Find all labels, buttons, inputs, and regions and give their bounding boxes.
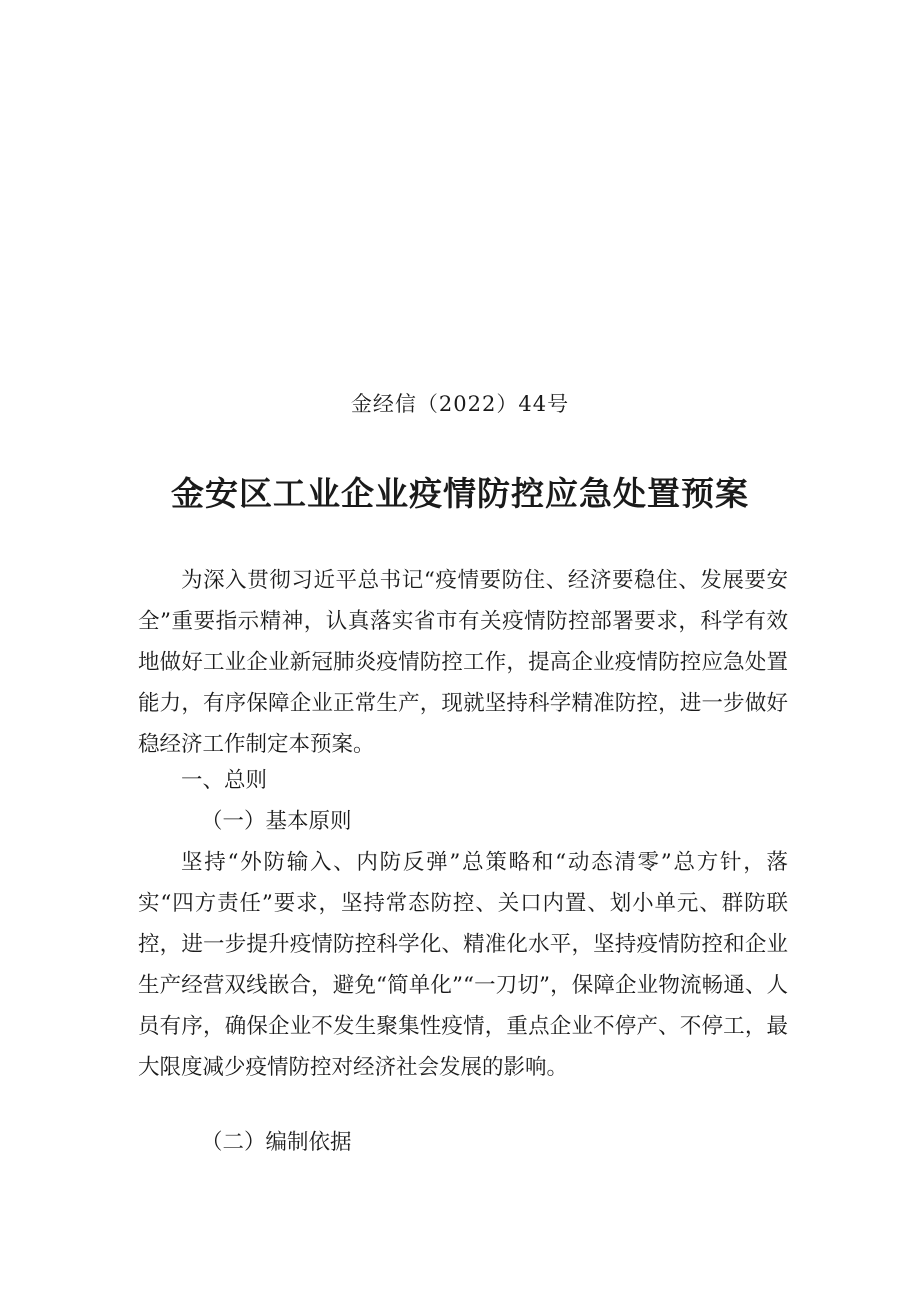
document-title: 金安区工业企业疫情防控应急处置预案 xyxy=(171,474,749,513)
basic-principles-paragraph: 坚持“外防输入、内防反弹”总策略和“动态清零”总方针，落实“四方责任”要求，坚持常态防控、关口内置、划小单元、群防联控，进一步提升疫情防控科学化、精准化水平，坚持疫情防控和企业生产经营双线嵌合，避免“简单化”“一刀切”，保障企业物流畅通、人员有序，确保企业不发生聚集性疫情，重点企业不停产、不停工，最大限度减少疫情防控对经济社会发展的影响。 xyxy=(138,850,788,1080)
section-heading-general: 一、总则 xyxy=(181,768,268,793)
subsection-heading-basis: （二）编制依据 xyxy=(201,1130,352,1155)
subsection-heading-basic-principles: （一）基本原则 xyxy=(201,809,352,834)
document-number: 金经信（2022）44号 xyxy=(350,392,570,416)
intro-paragraph: 为深入贯彻习近平总书记“疫情要防住、经济要稳住、发展要安全”重要指示精神，认真落实省市有关疫情防控部署要求，科学有效地做好工业企业新冠肺炎疫情防控工作，提高企业疫情防控应急处置能力，有序保障企业正常生产，现就坚持科学精准防控，进一步做好稳经济工作制定本预案。 xyxy=(138,568,788,757)
